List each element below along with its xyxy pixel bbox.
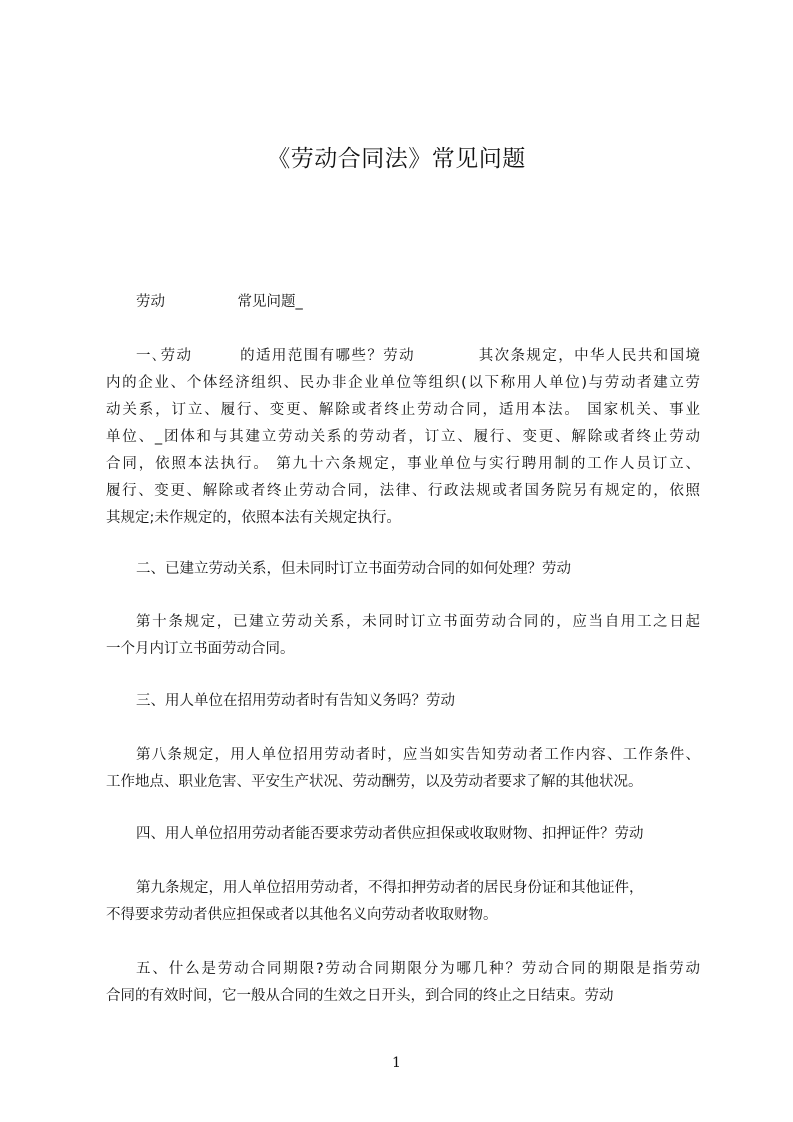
paragraph-line: 第八条规定，用人单位招用劳动者时，应当如实告知劳动者工作内容、工作条件、 [136,747,700,763]
paragraph-line: 单位、_团体和与其建立劳动关系的劳动者，订立、履行、变更、解除或者终止劳动 [106,429,700,445]
page-number: 1 [392,1055,401,1071]
paragraph-line: 第九条规定，用人单位招用劳动者，不得扣押劳动者的居民身份证和其他证件， [136,880,644,896]
paragraph-line: 一､劳动 的适用范围有哪些？劳动 其次条规定，中华人民共和国境 [136,348,700,364]
paragraph-line: 不得要求劳动者供应担保或者以其他名义向劳动者收取财物。 [106,907,498,923]
question-3-heading: 三、用人单位在招用劳动者时有告知义务吗？劳动 [136,693,455,709]
paragraph-line: 其规定;未作规定的，依照本法有关规定执行。 [106,510,401,526]
paragraph-line: 第十条规定，已建立劳动关系，未同时订立书面劳动合同的，应当自用工之日起 [136,614,700,630]
question-2-heading: 二、已建立劳动关系，但未同时订立书面劳动合同的如何处理？劳动 [136,561,571,577]
subtitle: 劳动 常见问题_ [136,294,303,310]
paragraph-line: 合同的有效时间，它一般从合同的生效之日开头，到合同的终止之日结束。劳动 [106,988,614,1004]
page-title: 《劳动合同法》常见问题 [267,146,526,172]
paragraph-line: 一个月内订立书面劳动合同。 [106,641,295,657]
paragraph-line: 合同，依照本法执行。 第九十六条规定，事业单位与实行聘用制的工作人员订立、 [106,456,700,472]
paragraph-line: 内的企业、个体经济组织、民办非企业单位等组织(以下称用人单位)与劳动者建立劳 [106,375,700,391]
paragraph-line: 履行、变更、解除或者终止劳动合同，法律、行政法规或者国务院另有规定的，依照 [106,483,700,499]
paragraph-line: 五、什么是劳动合同期限?劳动合同期限分为哪几种？劳动合同的期限是指劳动 [136,961,700,977]
paragraph-line: 动关系，订立、履行、变更、解除或者终止劳动合同，适用本法。 国家机关、事业 [106,402,700,418]
question-4-heading: 四、用人单位招用劳动者能否要求劳动者供应担保或收取财物、扣押证件？劳动 [136,826,644,842]
paragraph-line: 工作地点、职业危害、平安生产状况、劳动酬劳，以及劳动者要求了解的其他状况。 [106,774,643,790]
